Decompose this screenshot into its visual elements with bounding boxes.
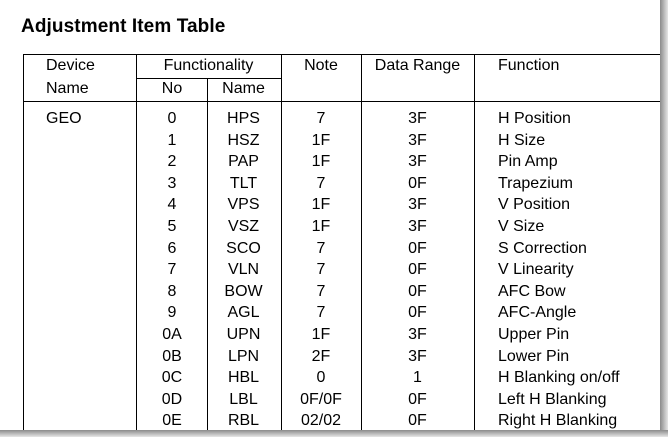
- cell-data-range: 3F: [408, 217, 427, 235]
- cell-name: UPN: [226, 325, 261, 343]
- table-row: [0, 303, 660, 325]
- cell-function: S Correction: [498, 239, 587, 257]
- cell-function: Right H Blanking: [498, 412, 618, 430]
- header-data-range: Data Range: [374, 57, 461, 74]
- cell-function: H Blanking on/off: [498, 369, 620, 387]
- cell-note: 7: [316, 304, 326, 322]
- header-note: Note: [304, 57, 338, 74]
- cell-note: 1F: [311, 196, 331, 214]
- page-shadow-bottom: [0, 430, 668, 437]
- cell-function: V Linearity: [498, 261, 574, 279]
- table-row: [0, 282, 660, 304]
- cell-note: 0F/0F: [300, 390, 342, 408]
- cell-device: GEO: [46, 110, 82, 127]
- cell-name: TLT: [229, 174, 258, 192]
- table-row: [0, 195, 660, 217]
- cell-name: VLN: [227, 261, 260, 279]
- cell-name: BOW: [224, 282, 263, 300]
- cell-name: HBL: [227, 369, 260, 387]
- cell-data-range: 0F: [408, 261, 427, 279]
- cell-no: 6: [167, 239, 177, 257]
- cell-data-range: 0F: [408, 282, 427, 300]
- cell-no: 8: [167, 282, 177, 300]
- cell-note: 0: [316, 369, 326, 387]
- cell-function: AFC Bow: [498, 282, 566, 300]
- cell-function: AFC-Angle: [498, 304, 577, 322]
- table-row: [0, 390, 660, 412]
- header-no: No: [161, 80, 183, 97]
- cell-function: Left H Blanking: [498, 390, 607, 408]
- cell-data-range: 1: [413, 369, 422, 387]
- cell-name: VPS: [227, 196, 260, 214]
- cell-no: 3: [167, 174, 177, 192]
- cell-data-range: 0F: [408, 390, 427, 408]
- cell-data-range: 0F: [408, 412, 427, 430]
- cell-data-range: 0F: [408, 304, 427, 322]
- table-top-border: [23, 54, 660, 55]
- cell-data-range: 3F: [408, 153, 427, 171]
- cell-no: 0D: [161, 390, 183, 408]
- header-function: Function: [498, 57, 560, 74]
- cell-no: 0C: [161, 369, 183, 387]
- cell-function: H Position: [498, 110, 571, 127]
- cell-no: 4: [167, 196, 177, 214]
- cell-data-range: 3F: [408, 131, 427, 149]
- cell-note: 1F: [311, 131, 331, 149]
- cell-note: 1F: [311, 153, 331, 171]
- cell-note: 1F: [311, 325, 331, 343]
- table-row: [0, 131, 660, 153]
- cell-no: 7: [167, 261, 177, 279]
- table-row: [0, 260, 660, 282]
- table-row: [0, 368, 660, 390]
- cell-data-range: 3F: [408, 325, 427, 343]
- cell-note: 02/02: [300, 412, 342, 430]
- cell-function: V Size: [498, 217, 545, 235]
- cell-data-range: 3F: [408, 347, 427, 365]
- cell-function: Lower Pin: [498, 347, 570, 365]
- cell-data-range: 0F: [408, 239, 427, 257]
- header-bottom-border: [23, 101, 660, 102]
- cell-function: V Position: [498, 196, 571, 214]
- header-device-line1: Device: [46, 57, 95, 74]
- cell-name: LPN: [227, 347, 260, 365]
- table-row: [0, 152, 660, 174]
- cell-no: 0E: [162, 412, 182, 430]
- table-body: [0, 109, 660, 433]
- cell-name: SCO: [226, 239, 261, 257]
- page-title: Adjustment Item Table: [21, 16, 226, 37]
- cell-note: 2F: [311, 347, 331, 365]
- cell-no: 0B: [162, 347, 182, 365]
- cell-note: 7: [316, 239, 326, 257]
- table-row: [0, 325, 660, 347]
- cell-no: 2: [167, 153, 177, 171]
- cell-note: 7: [316, 282, 326, 300]
- cell-function: H Size: [498, 131, 546, 149]
- cell-data-range: 3F: [408, 196, 427, 214]
- cell-function: Pin Amp: [498, 153, 558, 171]
- header-functionality: Functionality: [163, 57, 254, 74]
- table-row: [0, 239, 660, 261]
- cell-no: 0: [167, 110, 177, 127]
- cell-note: 7: [316, 261, 326, 279]
- table-row: [0, 347, 660, 369]
- header-device-line2: Name: [46, 80, 89, 97]
- table-row: [0, 217, 660, 239]
- cell-name: LBL: [229, 390, 258, 408]
- cell-name: PAP: [228, 153, 259, 171]
- cell-data-range: 0F: [408, 174, 427, 192]
- cell-no: 9: [167, 304, 177, 322]
- page-shadow-right: [660, 0, 668, 437]
- cell-name: AGL: [227, 304, 260, 322]
- cell-no: 1: [167, 131, 177, 149]
- cell-no: 5: [167, 217, 177, 235]
- cell-function: Trapezium: [498, 174, 573, 192]
- table-row: [0, 174, 660, 196]
- table-row: [0, 109, 660, 131]
- cell-name: HPS: [227, 110, 260, 127]
- cell-note: 1F: [311, 217, 331, 235]
- cell-function: Upper Pin: [498, 325, 570, 343]
- cell-name: VSZ: [227, 217, 260, 235]
- cell-note: 7: [316, 174, 326, 192]
- cell-no: 0A: [162, 325, 182, 343]
- cell-name: RBL: [227, 412, 260, 430]
- header-name: Name: [222, 80, 265, 97]
- cell-data-range: 3F: [408, 110, 427, 127]
- cell-name: HSZ: [227, 131, 260, 149]
- cell-note: 7: [316, 110, 326, 127]
